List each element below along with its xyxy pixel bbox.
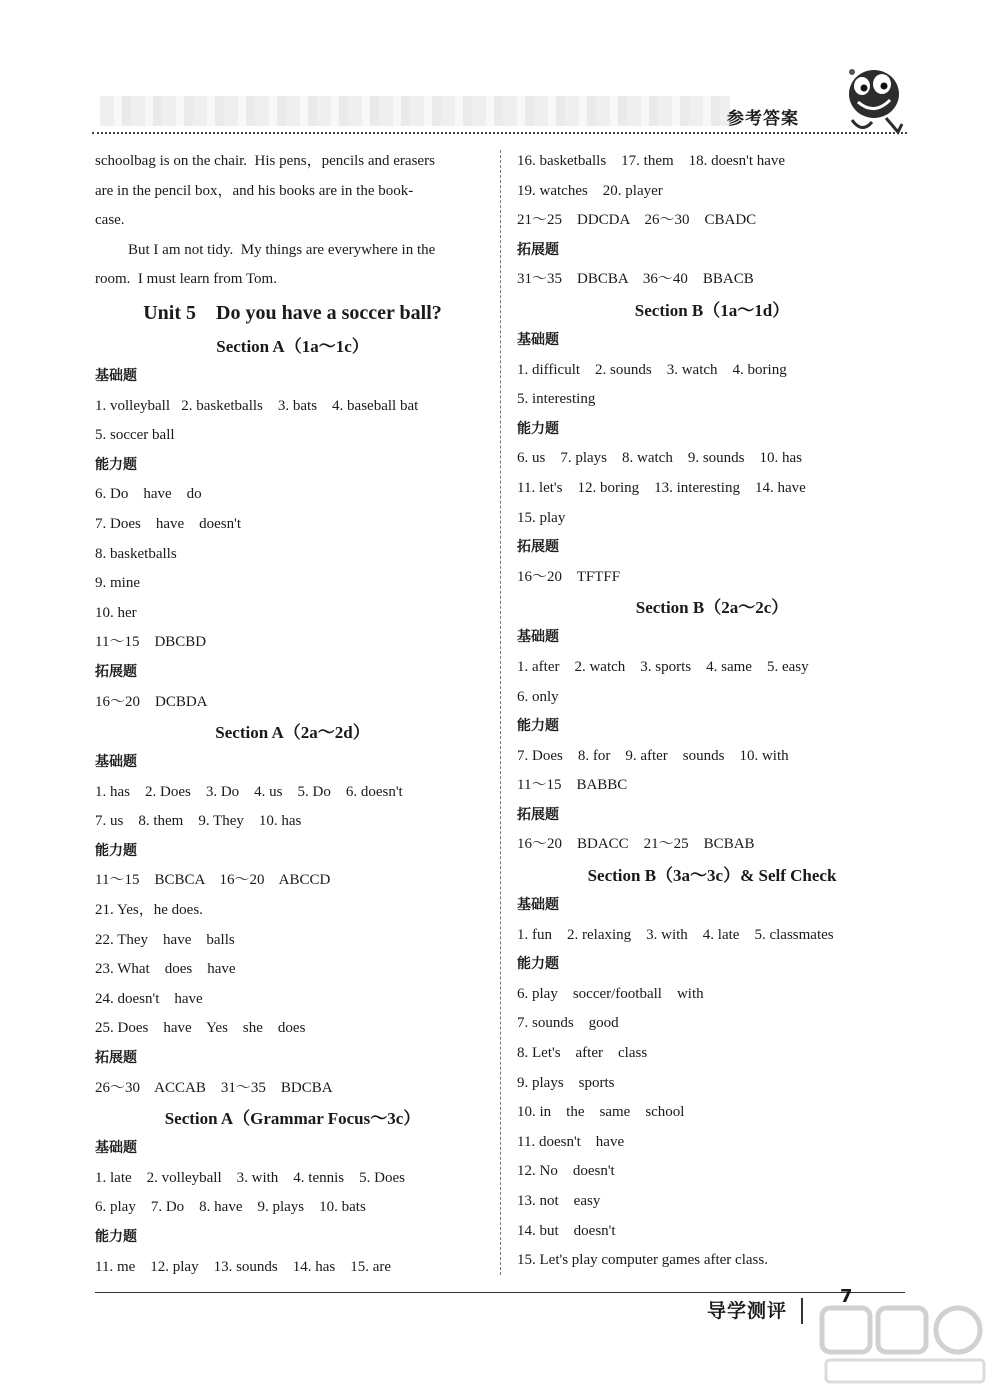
subsection-label: 能力题 bbox=[95, 456, 137, 473]
answer-line: 23. What does have bbox=[95, 961, 236, 978]
subsection-label: 能力题 bbox=[95, 1229, 137, 1245]
answer-line: 24. doesn't have bbox=[95, 990, 203, 1007]
answer-line: 11. doesn't have bbox=[517, 1133, 625, 1150]
answer-line: 6. play soccer/football with bbox=[517, 985, 704, 1002]
subsection-label: 能力题 bbox=[95, 842, 137, 859]
subsection-label: 能力题 bbox=[517, 420, 559, 437]
answer-line: 16～20 TFTFF bbox=[517, 568, 621, 585]
paragraph-line: But I am not tidy. My things are everywhere in the bbox=[128, 241, 436, 258]
subsection-label: 拓展题 bbox=[517, 539, 559, 556]
answer-line: 11. me 12. play 13. sounds 14. has 15. are bbox=[95, 1258, 392, 1275]
subsection-label: 基础题 bbox=[95, 367, 137, 384]
subsection-label: 能力题 bbox=[517, 718, 559, 735]
footer-rule bbox=[95, 1292, 905, 1293]
answer-line: 12. No doesn't bbox=[517, 1163, 615, 1180]
right-answer-column bbox=[517, 147, 907, 1276]
subsection-label: 基础题 bbox=[95, 1140, 137, 1157]
subsection-label: 基础题 bbox=[95, 754, 137, 771]
section-heading: Section B（3a～3c）& Self Check bbox=[587, 866, 837, 886]
answer-line: 11～15 DBCBD bbox=[95, 634, 207, 651]
subsection-label: 能力题 bbox=[517, 956, 559, 973]
mascot-icon bbox=[838, 62, 910, 138]
subsection-label: 拓展题 bbox=[517, 806, 559, 823]
answer-line: 11. let's 12. boring 13. interesting 14. have bbox=[517, 479, 806, 496]
answer-line: 25. Does have Yes she does bbox=[95, 1020, 306, 1037]
answer-line: 1. fun 2. relaxing 3. with 4. late 5. classmates bbox=[517, 926, 834, 943]
answer-line: 13. not easy bbox=[517, 1193, 601, 1209]
answer-line: 10. her bbox=[95, 604, 137, 621]
answer-line: 11～15 BABBC bbox=[517, 777, 628, 794]
answer-line: 21～25 DDCDA 26～30 CBADC bbox=[517, 212, 757, 229]
answer-line: 1. has 2. Does 3. Do 4. us 5. Do 6. doesn't bbox=[95, 783, 403, 800]
footer-brand: 导学测评 bbox=[707, 1300, 788, 1322]
page-header-title: 参考答案 bbox=[727, 109, 799, 129]
left-answer-column bbox=[95, 147, 490, 1282]
subsection-label: 拓展题 bbox=[95, 663, 137, 680]
answer-line: 8. basketballs bbox=[95, 545, 177, 562]
section-heading: Section A（1a～1c） bbox=[216, 336, 369, 356]
section-heading: Section A（2a～2d） bbox=[215, 723, 370, 743]
answer-line: 31～35 DBCBA 36～40 BBACB bbox=[517, 271, 754, 288]
section-heading: Section A（Grammar Focus～3c） bbox=[164, 1109, 421, 1129]
answer-line: 9. mine bbox=[95, 575, 140, 592]
answer-line: 7. sounds good bbox=[517, 1015, 619, 1032]
answer-line: 5. interesting bbox=[517, 391, 596, 408]
section-heading: Section B（2a～2c） bbox=[635, 598, 789, 618]
answer-line: 22. They have balls bbox=[95, 931, 235, 948]
answer-line: 9. plays sports bbox=[517, 1074, 615, 1091]
answer-line: 21. Yes，he does. bbox=[95, 902, 203, 919]
subsection-label: 基础题 bbox=[517, 897, 559, 914]
header-decorative-band bbox=[100, 96, 730, 126]
answer-line: 8. Let's after class bbox=[517, 1045, 648, 1062]
answer-line: 6. us 7. plays 8. watch 9. sounds 10. has bbox=[517, 450, 802, 467]
answer-line: 19. watches 20. player bbox=[517, 182, 663, 199]
unit-heading: Unit 5 Do you have a soccer ball? bbox=[143, 301, 442, 324]
answer-line: 16. basketballs 17. them 18. doesn't have bbox=[517, 153, 786, 169]
answer-line: 7. us 8. them 9. They 10. has bbox=[95, 813, 302, 830]
section-heading: Section B（1a～1d） bbox=[634, 300, 790, 320]
answer-line: 1. volleyball 2. basketballs 3. bats 4. baseball bat bbox=[95, 397, 419, 414]
footer-separator bbox=[801, 1298, 803, 1324]
answer-line: schoolbag is on the chair. His pens，pencils and erasers bbox=[95, 153, 435, 169]
answer-line: 1. late 2. volleyball 3. with 4. tennis 5. Does bbox=[95, 1169, 405, 1186]
answer-line: 6. only bbox=[517, 688, 559, 705]
answer-line: 7. Does 8. for 9. after sounds 10. with bbox=[517, 747, 789, 764]
answer-line: 6. play 7. Do 8. have 9. plays 10. bats bbox=[95, 1199, 366, 1216]
answer-line: 5. soccer ball bbox=[95, 427, 175, 444]
answer-line: 15. play bbox=[517, 509, 566, 526]
answer-line: 1. difficult 2. sounds 3. watch 4. boring bbox=[517, 361, 787, 378]
column-divider bbox=[500, 150, 501, 1275]
answer-line: 7. Does have doesn't bbox=[95, 515, 242, 532]
answer-line: 11～15 BCBCA 16～20 ABCCD bbox=[95, 872, 331, 889]
subsection-label: 基础题 bbox=[517, 331, 559, 348]
answer-line: 10. in the same school bbox=[517, 1104, 685, 1121]
page-number: 7 bbox=[840, 1286, 853, 1307]
answer-line: 26～30 ACCAB 31～35 BDCBA bbox=[95, 1079, 333, 1096]
answer-line: 15. Let's play computer games after class. bbox=[517, 1252, 768, 1269]
answer-line: 14. but doesn't bbox=[517, 1222, 616, 1239]
answer-line: 6. Do have do bbox=[95, 486, 202, 503]
answer-line: are in the pencil box，and his books are in the book- bbox=[95, 182, 414, 199]
watermark-logo-icon bbox=[818, 1302, 988, 1387]
subsection-label: 拓展题 bbox=[517, 241, 559, 258]
subsection-label: 基础题 bbox=[517, 629, 559, 646]
header-dotted-rule bbox=[92, 132, 907, 134]
subsection-label: 拓展题 bbox=[95, 1050, 137, 1067]
answer-line: case. bbox=[95, 212, 125, 229]
answer-line: 16～20 DCBDA bbox=[95, 693, 208, 710]
answer-line: 16～20 BDACC 21～25 BCBAB bbox=[517, 836, 755, 853]
answer-line: room. I must learn from Tom. bbox=[95, 271, 277, 288]
answer-line: 1. after 2. watch 3. sports 4. same 5. easy bbox=[517, 658, 809, 675]
